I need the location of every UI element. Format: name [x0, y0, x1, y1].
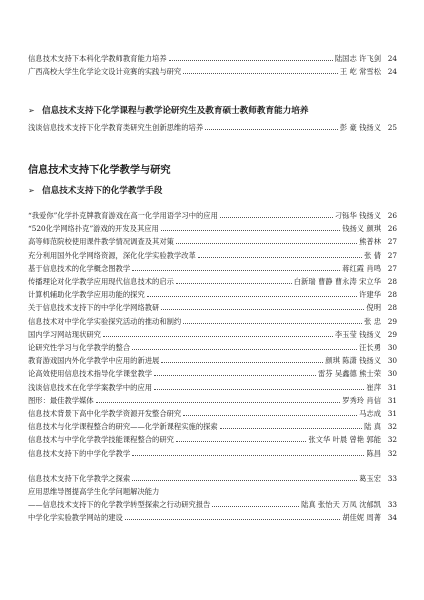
entry-authors: 张 忠 — [364, 316, 381, 326]
toc-entry[interactable] — [28, 383, 397, 392]
entry-authors: 颜琪 陈潇 钱扬义 — [325, 356, 381, 366]
toc-entry[interactable] — [28, 356, 397, 365]
toc-entry[interactable] — [28, 54, 397, 63]
entry-page: 24 — [387, 54, 397, 63]
dot-leader — [205, 129, 338, 130]
dot-leader — [154, 375, 316, 376]
entry-page: 30 — [387, 369, 397, 379]
dot-leader — [132, 455, 364, 456]
entry-page: 31 — [387, 409, 397, 418]
entry-page: 29 — [387, 316, 397, 326]
entry-title: 图形：最佳教学媒体 — [28, 395, 94, 405]
dot-leader — [176, 441, 306, 442]
arrow-bullet-icon: ➢ — [28, 106, 35, 115]
dot-leader — [154, 389, 364, 390]
dot-leader — [132, 270, 340, 271]
dot-leader — [125, 519, 340, 520]
dot-leader — [183, 323, 362, 324]
entry-title: 充分利用国外化学网络资源，深化化学实验教学改革 — [28, 250, 196, 260]
entry-page: 32 — [387, 435, 397, 445]
entry-page: 33 — [387, 474, 397, 483]
toc-entry[interactable] — [28, 303, 397, 312]
entry-page: 27 — [387, 250, 397, 260]
toc-entry[interactable] — [28, 343, 397, 352]
entry-page: 30 — [387, 356, 397, 366]
toc-entry[interactable] — [28, 449, 397, 458]
toc-entry[interactable] — [28, 474, 397, 483]
entry-title: 信息技术对中学化学实验探究活动的推动和制约 — [28, 316, 182, 326]
entry-title: 信息技术与中学化学教学技能课程整合的研究 — [28, 435, 174, 445]
entry-page: 28 — [387, 303, 397, 313]
entry-authors: 雷芬 吴鑫德 熊士荣 — [317, 369, 381, 379]
entry-page: 29 — [387, 329, 397, 339]
entry-authors: 崔萍 — [366, 382, 381, 392]
section-title: 信息技术支持下化学教学与研究 — [28, 165, 171, 176]
entry-authors: 熊普林 — [359, 237, 381, 247]
entry-title: 浅谈信息技术在化学学案教学中的应用 — [28, 382, 153, 392]
entry-authors: 汪长勇 — [359, 343, 381, 352]
entry-title: “520化学网络扑克”游戏的开发及其应用 — [28, 224, 159, 234]
entry-title: 论研究性学习与化学教学的整合 — [28, 343, 131, 352]
entry-page: 25 — [387, 123, 397, 132]
dot-leader — [169, 60, 333, 61]
toc-entry[interactable] — [28, 513, 397, 522]
entry-authors: 王 屹 常雪松 — [339, 67, 381, 76]
entry-title: 传播理论对化学教学应用现代信息技术的启示 — [28, 277, 174, 286]
toc-entry[interactable] — [28, 224, 397, 233]
entry-authors: 白新瑞 曹静 曹永涛 宋立华 — [293, 277, 381, 286]
dot-leader — [161, 230, 340, 231]
entry-title-line[interactable]: 应用思维导图提高学生化学问题解决能力 — [28, 487, 160, 496]
entry-page: 32 — [387, 448, 397, 458]
toc-entry[interactable] — [28, 277, 397, 286]
toc-entry[interactable] — [28, 237, 397, 246]
entry-authors: 彭 豪 钱扬义 — [339, 123, 381, 132]
entry-page: 28 — [387, 290, 397, 300]
toc-entry[interactable] — [28, 123, 397, 132]
entry-title: 国内学习网站现状研究 — [28, 329, 101, 339]
entry-title: 基于信息技术的化学概念图教学 — [28, 263, 131, 273]
entry-authors: 陆真 张怡天 万凤 沈郁凯 — [301, 500, 381, 509]
entry-authors: 葛玉宏 — [359, 474, 381, 483]
entry-page: 31 — [387, 382, 397, 392]
entry-page: 24 — [387, 67, 397, 76]
toc-entry[interactable] — [28, 435, 397, 444]
entry-page: 26 — [387, 211, 397, 220]
entry-authors: 陆国志 许飞剑 — [334, 54, 381, 63]
entry-authors: 罗秀玲 肖信 — [342, 395, 381, 405]
entry-title: 信息技术与化学课程整合的研究——化学新课程实施的探索 — [28, 422, 218, 432]
subsection-heading — [28, 185, 397, 197]
dot-leader — [132, 349, 357, 350]
entry-authors: 陈昌 — [366, 448, 381, 458]
dot-leader — [161, 362, 323, 363]
dot-leader — [198, 257, 362, 258]
subsection-heading — [28, 105, 397, 117]
entry-page: 27 — [387, 263, 397, 273]
entry-page: 32 — [387, 422, 397, 432]
toc-entry[interactable] — [28, 409, 397, 418]
entry-title: “我爱你”化学扑克牌教育游戏在高一化学用语学习中的应用 — [28, 211, 218, 220]
entry-page: 30 — [387, 343, 397, 352]
toc-entry[interactable] — [28, 369, 397, 378]
entry-authors: 倪明 — [366, 303, 381, 313]
dot-leader — [161, 309, 364, 310]
dot-leader — [147, 296, 357, 297]
dot-leader — [96, 402, 341, 403]
dot-leader — [176, 243, 357, 244]
entry-authors: 胡佳妮 周菁 — [342, 513, 381, 522]
entry-authors: 陆 真 — [364, 422, 381, 432]
entry-page: 34 — [387, 513, 397, 522]
toc-entry[interactable] — [28, 211, 397, 220]
entry-title: 信息技术支持下本科化学教师教育能力培养 — [28, 54, 167, 63]
entry-page: 26 — [387, 224, 397, 234]
entry-page: 28 — [387, 277, 397, 286]
entry-title: 浅谈信息技术支持下化学教育类研究生创新思维的培养 — [28, 123, 204, 132]
entry-page: 33 — [387, 500, 397, 509]
toc-entry[interactable] — [28, 330, 397, 339]
entry-title: 关于信息技术支持下的中学化学网络教研 — [28, 303, 160, 313]
dot-leader — [212, 506, 299, 507]
toc-entry[interactable] — [28, 290, 397, 299]
entry-title: 论高效使用信息技术指导化学课堂教学 — [28, 369, 153, 379]
toc-entry[interactable] — [28, 251, 397, 260]
toc-entry[interactable] — [28, 264, 397, 273]
entry-title: 教育游戏国内外化学教学中应用的新进展 — [28, 356, 160, 366]
dot-leader — [132, 480, 357, 481]
entry-authors: 张 倩 — [364, 250, 381, 260]
dot-leader — [183, 73, 338, 74]
arrow-bullet-icon: ➢ — [28, 186, 35, 195]
entry-page: 27 — [387, 237, 397, 247]
dot-leader — [183, 415, 357, 416]
entry-title: 高等师范院校使用课件教学情况调查及其对策 — [28, 237, 174, 247]
dot-leader — [220, 428, 362, 429]
dot-leader — [103, 336, 333, 337]
entry-title: ——信息技术支持下的化学教学转型探索之行动研究报告 — [28, 500, 211, 509]
dot-leader — [176, 283, 292, 284]
entry-title: 信息技术支持下的中学化学教学 — [28, 448, 131, 458]
dot-leader — [220, 217, 333, 218]
entry-authors: 刁铄华 钱扬义 — [334, 211, 381, 220]
entry-title: 计算机辅助化学教学应用功能的探究 — [28, 290, 145, 300]
entry-title: 中学化学实验教学网站的建设 — [28, 513, 123, 522]
entry-authors: 钱扬义 颜琪 — [342, 224, 381, 234]
toc-entry[interactable] — [28, 317, 397, 326]
entry-title: 信息技术支持下化学教学之探索 — [28, 474, 131, 483]
entry-title: 广西高校大学生化学论文设计竞赛的实践与研究 — [28, 67, 182, 76]
entry-page: 31 — [387, 395, 397, 405]
entry-authors: 张文华 叶晨 曾艳 郭能 — [308, 435, 381, 445]
toc-entry[interactable] — [28, 67, 397, 76]
entry-title: 信息技术背景下高中化学教学资源开发整合研究 — [28, 409, 182, 418]
entry-authors: 蒋红霞 肖鸣 — [342, 263, 381, 273]
entry-authors: 许建华 — [359, 290, 381, 300]
toc-entry[interactable] — [28, 500, 397, 509]
subsection-title: 信息技术支持下的化学教学手段 — [42, 186, 163, 196]
entry-authors: 马志成 — [359, 409, 381, 418]
toc-entry[interactable] — [28, 396, 397, 405]
subsection-title: 信息技术支持下化学课程与教学论研究生及教育硕士教师教育能力培养 — [42, 106, 309, 116]
toc-entry[interactable] — [28, 422, 397, 431]
entry-authors: 李玉莹 钱扬义 — [334, 329, 381, 339]
